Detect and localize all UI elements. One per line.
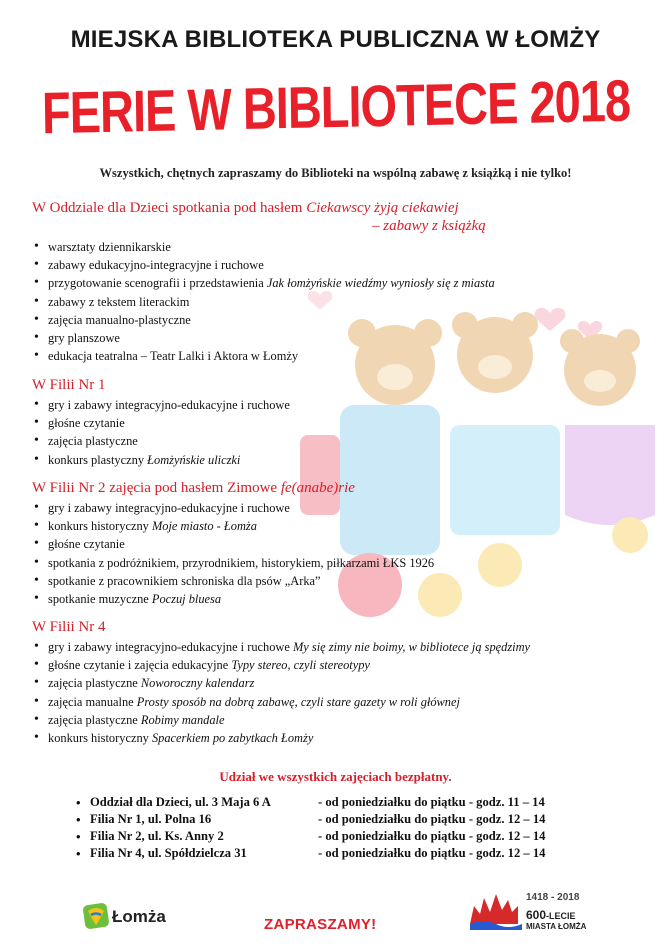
bear-head: [564, 334, 636, 406]
list-item: • konkurs historyczny Moje miasto - Łomża: [32, 517, 434, 535]
heart-icon: [578, 321, 603, 340]
anniversary-years: 1418 - 2018: [526, 892, 580, 903]
list-item: • głośne czytanie: [32, 414, 290, 432]
list-item: • zabawy z tekstem literackim: [32, 293, 495, 311]
hours-time: - od poniedziałku do piątku - godz. 12 – 14: [318, 829, 546, 843]
opening-hours-table: [76, 794, 545, 862]
list-item: • gry i zabawy integracyjno-edukacyjne i ruchowe: [32, 396, 290, 414]
list-filia4: [32, 638, 530, 747]
list-children: [32, 238, 495, 365]
train-car: [565, 425, 655, 525]
section-title-italic: Ciekawscy żyją ciekawiej: [306, 200, 459, 216]
lomza-logo-icon: [82, 901, 110, 931]
wheel: [612, 517, 648, 553]
list-item: • spotkanie z pracownikiem schroniska dla psów „Arka”: [32, 572, 434, 590]
section-title-filia2: [32, 480, 355, 497]
anniversary-city: MIASTA ŁOMŻA: [526, 922, 587, 931]
city-600-anniversary-logo: [468, 886, 588, 940]
list-item: • spotkania z podróżnikiem, przyrodnikiem, historykiem, piłkarzami ŁKS 1926: [32, 554, 434, 572]
section-title-filia4: W Filii Nr 4: [32, 619, 106, 635]
lomza-logo-text: Łomża: [112, 907, 166, 926]
section-title-children: [32, 200, 459, 217]
wheel: [478, 543, 522, 587]
table-row: • Filia Nr 1, ul. Polna 16 - od poniedziałku do piątku - godz. 12 – 14: [76, 811, 546, 827]
lomza-logo: [82, 901, 182, 935]
hours-time: - od poniedziałku do piątku - godz. 11 – 14: [318, 795, 545, 809]
table-row: • Filia Nr 2, ul. Ks. Anny 2 - od poniedziałku do piątku - godz. 12 – 14: [76, 828, 546, 844]
list-item: • warsztaty dziennikarskie: [32, 238, 495, 256]
hours-place: Filia Nr 4, ul. Spółdzielcza 31: [90, 846, 247, 860]
section-title-italic: fe(anabe)rie: [280, 480, 355, 496]
heart-icon: [480, 438, 520, 469]
hours-place: Filia Nr 1, ul. Polna 16: [90, 812, 212, 826]
hours-time: - od poniedziałku do piątku - godz. 12 – 14: [318, 846, 546, 860]
anniversary-600: 600: [526, 908, 547, 922]
list-item: • gry i zabawy integracyjno-edukacyjne i ruchowe My się zimy nie boimy, w bibliotece ją spędzimy: [32, 638, 530, 656]
anniversary-lecie: -LECIE: [546, 911, 576, 921]
section-title-filia1: W Filii Nr 1: [32, 377, 106, 393]
list-item: • zabawy edukacyjno-integracyjne i ruchowe: [32, 256, 495, 274]
list-item: • zajęcia plastyczne Noworoczny kalendarz: [32, 674, 530, 692]
list-item: • spotkanie muzyczne Poczuj bluesa: [32, 590, 434, 608]
list-item: • konkurs plastyczny Łomżyńskie uliczki: [32, 451, 290, 469]
table-row: • Filia Nr 4, ul. Spółdzielcza 31 - od poniedziałku do piątku - godz. 12 – 14: [76, 845, 546, 861]
list-item: • zajęcia manualne Prosty sposób na dobrą zabawę, czyli stare gazety w roli głównej: [32, 693, 530, 711]
list-filia2: [32, 499, 434, 608]
list-item: • zajęcia manualno-plastyczne: [32, 311, 495, 329]
heart-icon: [535, 308, 566, 331]
section-title-prefix: W Oddziale dla Dzieci spotkania pod hasłem: [32, 200, 307, 216]
list-item: • zajęcia plastyczne Robimy mandale: [32, 711, 530, 729]
invitation-cta: ZAPRASZAMY!: [264, 916, 377, 933]
list-item: • zajęcia plastyczne: [32, 432, 290, 450]
section-title-prefix: W Filii Nr 2 zajęcia pod hasłem Zimowe: [32, 480, 281, 496]
intro-text: Wszystkich, chętnych zapraszamy do Biblioteki na wspólną zabawę z książką i nie tylko!: [99, 166, 572, 180]
hours-time: - od poniedziałku do piątku - godz. 12 – 14: [318, 812, 546, 826]
table-row: • Oddział dla Dzieci, ul. 3 Maja 6 A - od poniedziałku do piątku - godz. 11 – 14: [76, 794, 545, 810]
list-item: • edukacja teatralna – Teatr Lalki i Aktora w Łomży: [32, 347, 495, 365]
section-subtitle-children: – zabawy z książką: [372, 218, 486, 234]
banner-title: FERIE W BIBLIOTECE 2018: [41, 66, 631, 146]
list-item: • głośne czytanie: [32, 535, 434, 553]
list-item: • przygotowanie scenografii i przedstawienia Jak łomżyńskie wiedźmy wyniosły się z miasta: [32, 274, 495, 292]
list-filia1: [32, 396, 290, 469]
anniversary-skyline-icon: [468, 894, 524, 934]
list-item: • gry planszowe: [32, 329, 495, 347]
list-item: • konkurs historyczny Spacerkiem po zabytkach Łomży: [32, 729, 530, 747]
list-item: • gry i zabawy integracyjno-edukacyjne i ruchowe: [32, 499, 434, 517]
page-title: MIEJSKA BIBLIOTEKA PUBLICZNA W ŁOMŻY: [70, 26, 601, 53]
free-participation-note: Udział we wszystkich zajęciach bezpłatny.: [219, 769, 452, 784]
hours-place: Filia Nr 2, ul. Ks. Anny 2: [90, 829, 224, 843]
train-car: [450, 425, 560, 535]
list-item: • głośne czytanie i zajęcia edukacyjne Typy stereo, czyli stereotypy: [32, 656, 530, 674]
hours-place: Oddział dla Dzieci, ul. 3 Maja 6 A: [90, 795, 271, 809]
